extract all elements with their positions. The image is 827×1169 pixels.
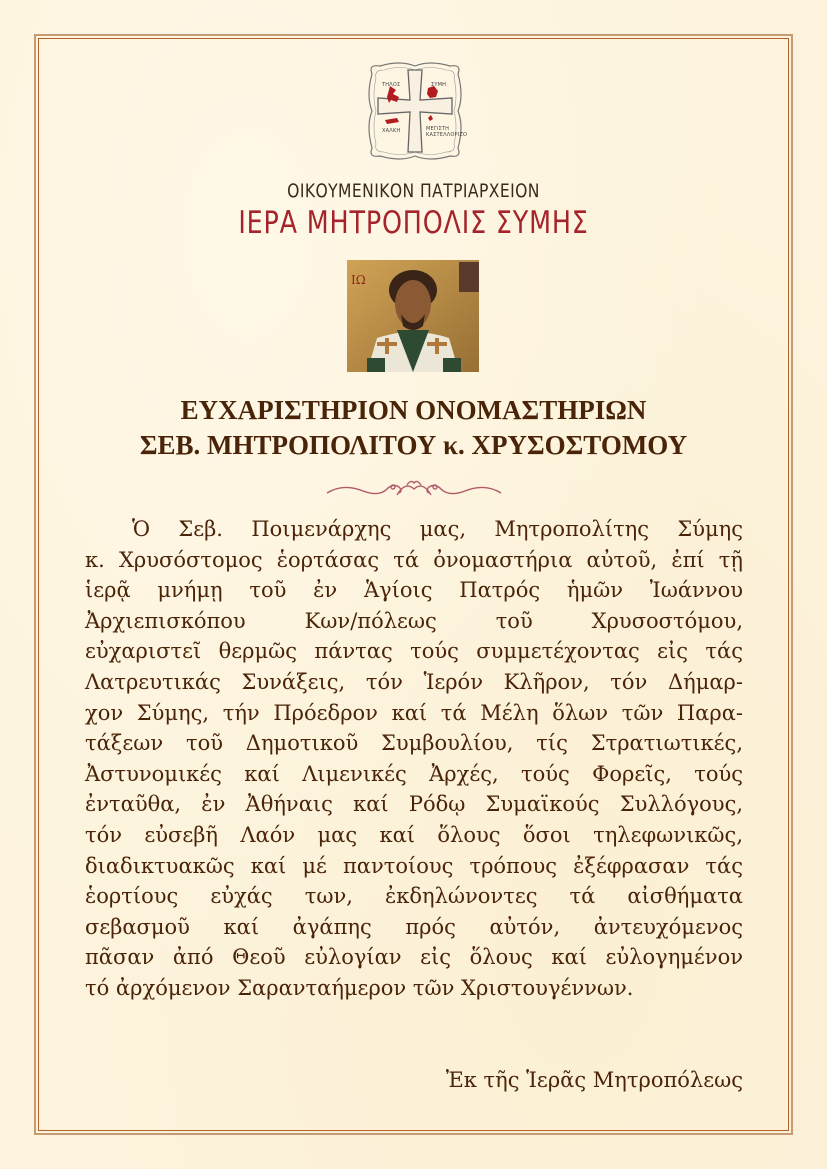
cross-emblem-icon: [360, 56, 470, 166]
body-line: ἑορτίους εὐχάς των, ἐκδηλώνοντες τά αἰσθήματα: [85, 884, 743, 909]
title-line-2: ΣΕΒ. ΜΗΤΡΟΠΟΛΙΤΟΥ κ. ΧΡΥΣΟΣΤΟΜΟΥ: [139, 430, 688, 460]
metropolis-heading: ΙΕΡΑ ΜΗΤΡΟΠΟΛΙΣ ΣΥΜΗΣ: [238, 205, 589, 241]
body-line: Ἀρχιεπισκόπου Κων/πόλεως τοῦ Χρυσοστόμου,: [85, 608, 743, 633]
title-line-1: ΕΥΧΑΡΙΣΤΗΡΙΟΝ ΟΝΟΜΑΣΤΗΡΙΩΝ: [180, 395, 647, 425]
flourish-ornament-icon: [323, 477, 505, 501]
body-paragraph: [85, 514, 743, 1004]
body-line: κ. Χρυσόστομος ἑορτάσας τά ὀνομαστήρια αὐτοῦ, ἐπί τῇ: [85, 547, 743, 572]
body-line: σεβασμοῦ καί ἀγάπης πρός αὐτόν, ἀντευχόμενος: [85, 914, 743, 939]
svg-text:ΙΩ: ΙΩ: [351, 273, 366, 287]
body-line: ἱερᾷ μνήμῃ τοῦ ἐν Ἁγίοις Πατρός ἡμῶν Ἰωάννου: [85, 578, 743, 603]
body-line: Ὁ Σεβ. Ποιμενάρχης μας, Μητροπολίτης Σύμης: [132, 517, 743, 541]
body-line: πᾶσαν ἀπό Θεοῦ εὐλογίαν εἰς ὅλους καί εὐλογημένον: [85, 945, 743, 970]
saint-icon-image: [347, 260, 479, 372]
emblem-label-tilos: ΤΗΛΟΣ: [382, 82, 401, 88]
body-line: διαδικτυακῶς καί μέ παντοίους τρόπους ἐξέφρασαν τάς: [85, 853, 743, 878]
body-line: τάξεων τοῦ Δημοτικοῦ Συμβουλίου, τίς Στρατιωτικές,: [85, 731, 743, 756]
body-line: ἐνταῦθα, ἐν Ἀθήναις καί Ρόδῳ Συμαϊκούς Συλλόγους,: [85, 792, 743, 817]
emblem-label-symi: ΣΥΜΗ: [431, 82, 447, 88]
body-line: τόν εὐσεβῆ Λαόν μας καί ὅλους ὅσοι τηλεφωνικῶς,: [85, 822, 743, 847]
patriarchate-heading: ΟΙΚΟΥΜΕΝΙΚΟΝ ΠΑΤΡΙΑΡΧΕΙΟΝ: [287, 180, 540, 202]
body-line: Λατρευτικάς Συνάξεις, τόν Ἱερόν Κλῆρον, τόν Δήμαρ-: [85, 669, 743, 694]
body-line: χον Σύμης, τήν Πρόεδρον καί τά Μέλη ὅλων τῶν Παρα-: [85, 700, 743, 725]
emblem-label-halki: ΧΑΛΚΗ: [382, 128, 401, 134]
emblem-label-megisti: ΜΕΓΙΣΤΗ ΚΑΣΤΕΛΛΟΡΙΖΟ: [426, 126, 468, 138]
body-line: Ἀστυνομικές καί Λιμενικές Ἀρχές, τούς Φορεῖς, τούς: [85, 761, 743, 786]
body-line: εὐχαριστεῖ θερμῶς πάντας τούς συμμετέχοντας εἰς τάς: [85, 639, 743, 664]
signature: Ἐκ τῆς Ἱερᾶς Μητροπόλεως: [445, 1068, 743, 1092]
body-line: τό ἀρχόμενον Σαρανταήμερον τῶν Χριστουγέννων.: [85, 975, 634, 1000]
